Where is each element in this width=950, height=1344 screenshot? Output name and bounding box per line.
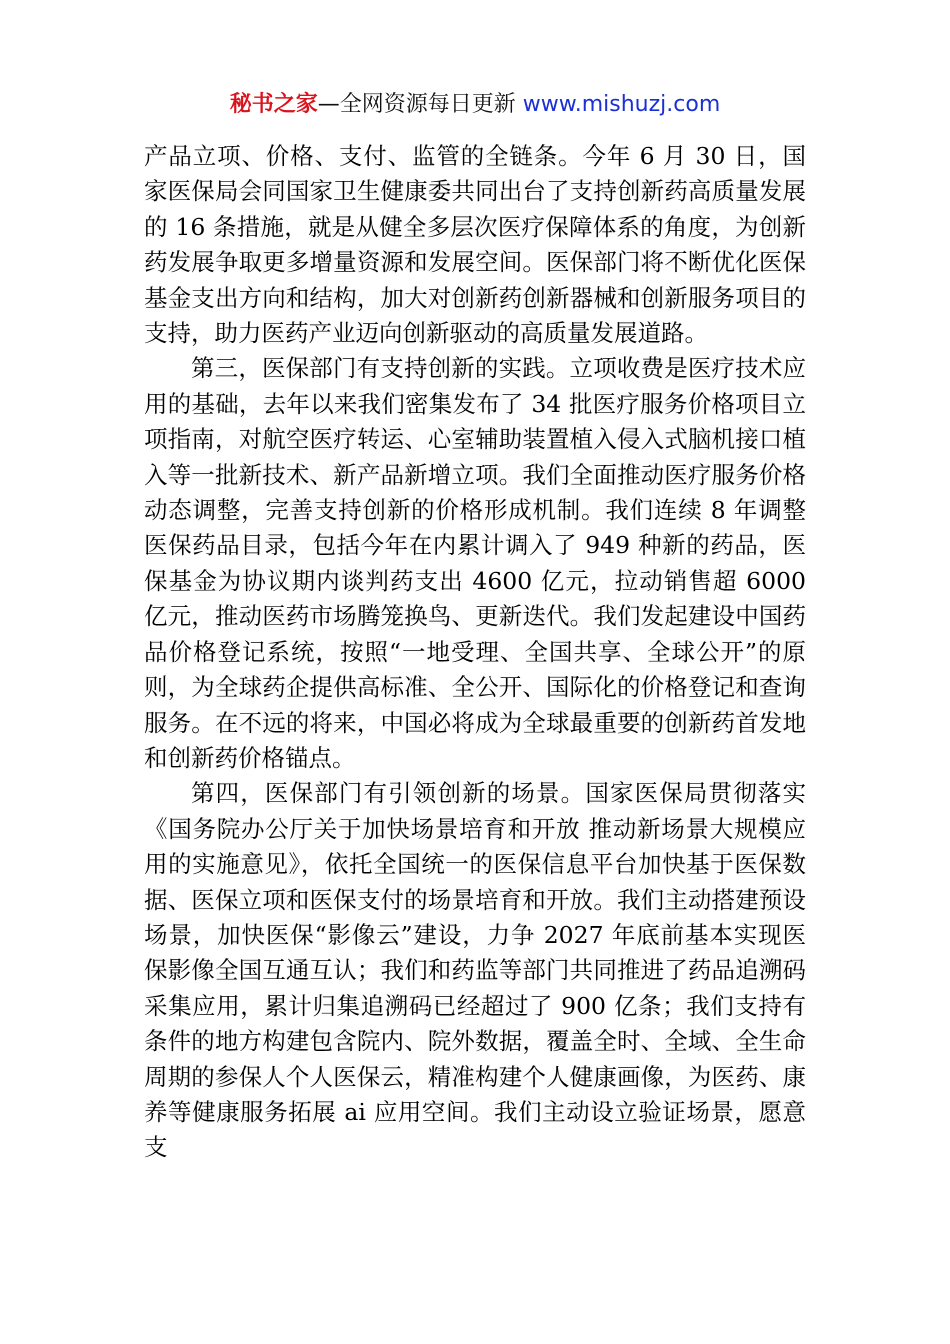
header-tagline: —全网资源每日更新: [317, 92, 523, 117]
paragraph-third-point: 第三，医保部门有支持创新的实践。立项收费是医疗技术应用的基础，去年以来我们密集发布了 34 批医疗服务价格项目立项指南，对航空医疗转运、心室辅助装置植入侵入式脑机接口植入等一批新技术、新产品新增立项。我们全面推动医疗服务价格动态调整，完善支持创新的价格形成机制。我们连续 8 年调整医保药品目录，包括今年在内累计调入了 949 种新的药品，医保基金为协议期内谈判药支出 4600 亿元，拉动销售超 6000 亿元，推动医药市场腾笼换鸟、更新迭代。我们发起建设中国药品价格登记系统，按照“一地受理、全国共享、全球公开”的原则，为全球药企提供高标准、全公开、国际化的价格登记和查询服务。在不远的将来，中国必将成为全球最重要的创新药首发地和创新药价格锚点。: [144, 354, 806, 772]
page-header: [0, 88, 950, 122]
paragraph-continuation: 产品立项、价格、支付、监管的全链条。今年 6 月 30 日，国家医保局会同国家卫生健康委共同出台了支持创新药高质量发展的 16 条措施，就是从健全多层次医疗保障体系的角度，为创新药发展争取更多增量资源和发展空间。医保部门将不断优化医保基金支出方向和结构，加大对创新药创新器械和创新服务项目的支持，助力医药产业迈向创新驱动的高质量发展道路。: [144, 142, 806, 348]
site-url-link[interactable]: www.mishuzj.com: [522, 92, 721, 117]
brand-name: 秘书之家: [229, 92, 318, 117]
paragraph-fourth-point: 第四，医保部门有引领创新的场景。国家医保局贯彻落实《国务院办公厅关于加快场景培育和开放 推动新场景大规模应用的实施意见》，依托全国统一的医保信息平台加快基于医保数据、医保立项和医保支付的场景培育和开放。我们主动搭建预设场景，加快医保“影像云”建设，力争 2027 年底前基本实现医保影像全国互通互认；我们和药监等部门共同推进了药品追溯码采集应用，累计归集追溯码已经超过了 900 亿条；我们支持有条件的地方构建包含院内、院外数据，覆盖全时、全域、全生命周期的参保人个人医保云，精准构建个人健康画像，为医药、康养等健康服务拓展 ai 应用空间。我们主动设立验证场景，愿意支: [144, 779, 806, 1162]
document-body: [144, 139, 806, 1166]
